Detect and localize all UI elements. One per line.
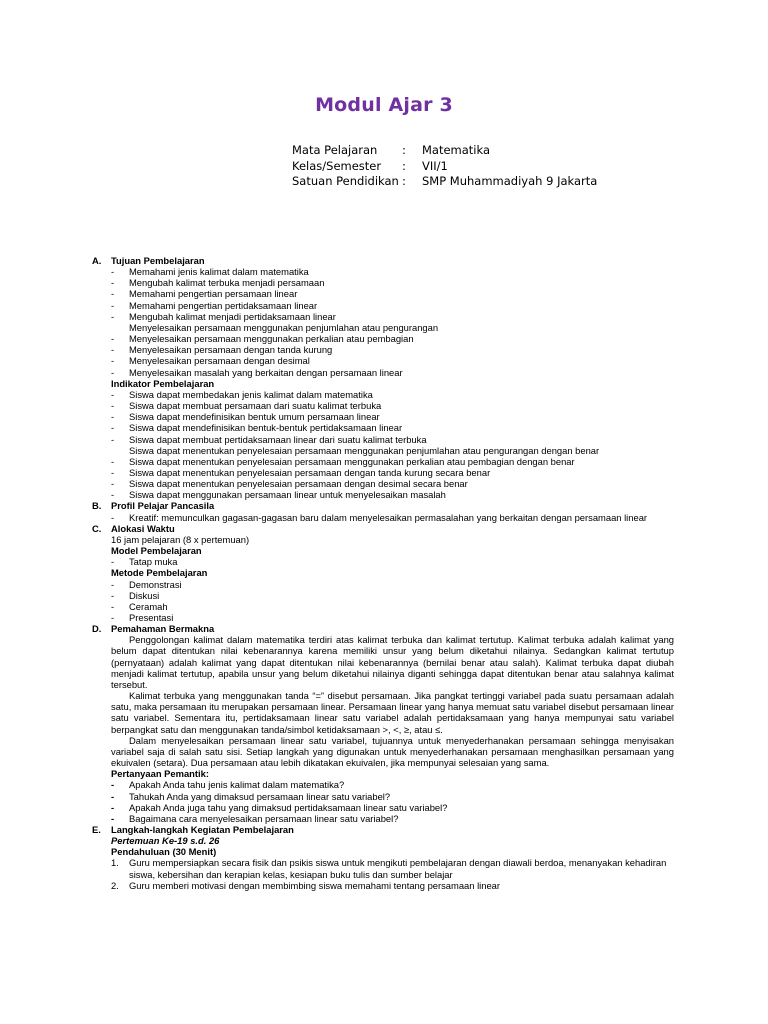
list-item: - Menyelesaikan persamaan menggunakan perkalian atau pembagian [111, 333, 414, 345]
class-row [292, 159, 597, 175]
list-item: - Bagaimana cara menyelesaikan persamaan linear satu variabel? [111, 812, 399, 824]
school-sep: : [402, 174, 406, 188]
numbered-item: 2. Guru memberi motivasi dengan membimbing siswa memahami tentang persamaan linear [111, 879, 500, 891]
model-heading: Model Pembelajaran [111, 545, 202, 557]
document-title: Modul Ajar 3 [315, 94, 453, 116]
list-item: - Mengubah kalimat terbuka menjadi persamaan [111, 277, 325, 289]
list-item: - Memahami pengertian persamaan linear [111, 288, 298, 300]
meeting-label: Pertemuan Ke-19 s.d. 26 [111, 835, 220, 847]
list-item: - Menyelesaikan masalah yang berkaitan dengan persamaan linear [111, 366, 403, 378]
list-item: - Ceramah [111, 600, 168, 612]
method-heading: Metode Pembelajaran [111, 567, 208, 579]
list-item: - Menyelesaikan persamaan dengan desimal [111, 355, 310, 367]
list-item: - Siswa dapat menentukan penyelesaian persamaan dengan desimal secara benar [111, 478, 468, 490]
section-b-heading: B. Profil Pelajar Pancasila [92, 500, 215, 512]
list-item: - Kreatif: memunculkan gagasan-gagasan baru dalam menyelesaikan permasalahan yang berkaitan dengan persamaan linear [111, 511, 648, 523]
list-item-continuation: Menyelesaikan persamaan menggunakan penjumlahan atau pengurangan [129, 321, 439, 333]
paragraph: Kalimat terbuka yang menggunakan tanda “=” disebut persamaan. Jika pangkat tertinggi variabel pada suatu persamaan adalah satu, maka persamaan itu merupakan persamaan linear. Persamaan linear yang hanya memuat satu variabel disebut persamaan linear satu variabel. Sementara itu, pertidaksamaan linear satu variabel adalah pertidaksamaan yang hanya mempunyai satu variabel berpangkat satu dan menggunakan tanda/simbol ketidaksamaan >, <, ≥, atau ≤. [111, 690, 674, 735]
list-item: - Memahami jenis kalimat dalam matematika [111, 266, 309, 278]
list-item: - Demonstrasi [111, 578, 182, 590]
list-item: - Mengubah kalimat menjadi pertidaksamaan linear [111, 310, 336, 322]
indikator-heading: Indikator Pembelajaran [111, 377, 215, 389]
list-item-continuation: Siswa dapat menentukan penyelesaian persamaan menggunakan penjumlahan atau pengurangan dengan benar [129, 444, 600, 456]
school-value: SMP Muhammadiyah 9 Jakarta [422, 174, 598, 188]
subject-row [292, 143, 597, 159]
section-a-heading: A. Tujuan Pembelajaran [92, 255, 205, 266]
list-item: - Memahami pengertian pertidaksamaan linear [111, 299, 318, 311]
intro-heading: Pendahuluan (30 Menit) [111, 846, 217, 858]
course-info [292, 143, 597, 190]
document-body [92, 255, 674, 891]
list-item: - Diskusi [111, 589, 160, 601]
class-label: Kelas/Semester [292, 158, 382, 173]
list-item: - Presentasi [111, 612, 174, 623]
list-item: - Tatap muka [111, 556, 178, 568]
class-value: VII/1 [422, 158, 448, 173]
section-e-heading: E. Langkah-langkah Kegiatan Pembelajaran [92, 823, 294, 835]
list-item: - Siswa dapat mendefinisikan bentuk-bentuk pertidaksamaan linear [111, 422, 403, 434]
list-item: - Siswa dapat membedakan jenis kalimat dalam matematika [111, 388, 373, 400]
subject-value: Matematika [422, 143, 491, 157]
section-d-heading: D. Pemahaman Bermakna [92, 623, 215, 635]
subject-label: Mata Pelajaran [292, 143, 378, 157]
paragraph: Penggolongan kalimat dalam matematika terdiri atas kalimat terbuka dan kalimat tertutup. Kalimat terbuka adalah kalimat yang belum dapat ditentukan nilai kebenarannya karena memiliki unsur yang belum diketahui nilainya. Sedangkan kalimat tertutup (pernyataan) adalah kalimat yang dapat ditentukan nilai kebenarannya (bernilai benar atau salah). Kalimat terbuka dapat diubah menjadi kalimat tertutup, apabila unsur yang belum diketahui nilainya diganti sehingga dapat ditentukan benar atau salahnya kalimat tersebut. [111, 634, 674, 690]
list-item: - Siswa dapat mendefinisikan bentuk umum persamaan linear [111, 411, 380, 423]
list-item: - Apakah Anda tahu jenis kalimat dalam matematika? [111, 779, 345, 791]
list-item: - Tahukah Anda yang dimaksud persamaan linear satu variabel? [111, 790, 391, 802]
list-item: - Siswa dapat membuat pertidaksamaan linear dari suatu kalimat terbuka [111, 433, 427, 445]
section-c-heading: C. Alokasi Waktu [92, 522, 175, 534]
time-allocation: 16 jam pelajaran (8 x pertemuan) [111, 533, 250, 545]
numbered-item: 1. Guru mempersiapkan secara fisik dan psikis siswa untuk mengikuti pembelajaran dengan diawali berdoa, menanyakan kehadiran siswa, kebersihan dan kerapian kelas, kesiapan buku tulis dan sumber belajar [111, 857, 667, 880]
list-item: - Apakah Anda juga tahu yang dimaksud pertidaksamaan linear satu variabel? [111, 801, 448, 813]
list-item: - Menyelesaikan persamaan dengan tanda kurung [111, 344, 333, 356]
school-label: Satuan Pendidikan [292, 174, 399, 188]
list-item: - Siswa dapat menentukan penyelesaian persamaan menggunakan perkalian atau pembagian dengan benar [111, 455, 575, 467]
subject-sep: : [402, 143, 406, 157]
list-item: - Siswa dapat menentukan penyelesaian persamaan dengan tanda kurung secara benar [111, 466, 491, 478]
questions-heading: Pertanyaan Pemantik: [111, 768, 209, 780]
list-item: - Siswa dapat menggunakan persamaan linear untuk menyelesaikan masalah [111, 489, 446, 501]
class-sep: : [402, 158, 406, 173]
school-row [292, 174, 597, 190]
paragraph: Dalam menyelesaikan persamaan linear satu variabel, tujuannya untuk menyederhanakan persamaan sehingga menyisakan variabel saja di salah satu sisi. Setiap langkah yang digunakan untuk menyederhanakan persamaan menghasilkan persamaan yang ekuivalen (setara). Dua persamaan atau lebih dikatakan ekuivalen, jika mempunyai selesaian yang sama. [111, 734, 674, 769]
list-item: - Siswa dapat membuat persamaan dari suatu kalimat terbuka [111, 400, 382, 412]
